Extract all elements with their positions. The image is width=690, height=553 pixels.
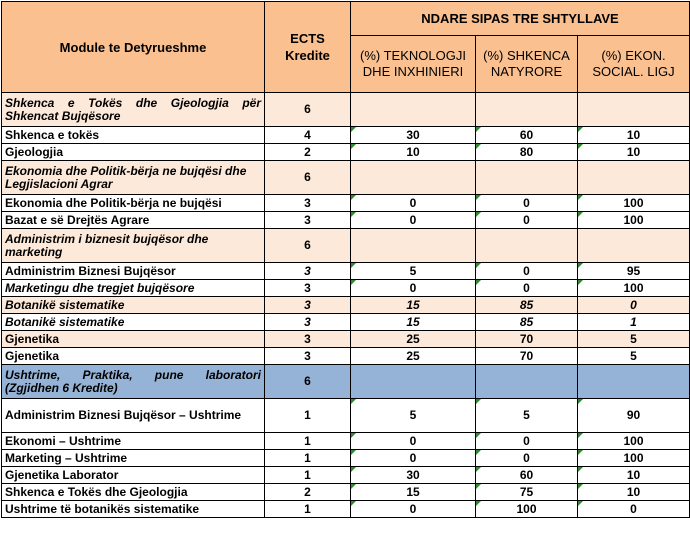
econ-column-header: (%) EKON. SOCIAL. LIGJ	[578, 36, 690, 93]
econ-cell: 100	[578, 212, 690, 229]
module-cell: Ekonomi – Ushtrime	[2, 433, 265, 450]
econ-cell: 10	[578, 127, 690, 144]
natural-cell	[476, 229, 578, 263]
ects-column-header: ECTS Kredite	[265, 2, 351, 93]
tech-cell: 5	[351, 399, 476, 433]
econ-cell: 0	[578, 297, 690, 314]
natural-cell	[476, 93, 578, 127]
econ-cell	[578, 93, 690, 127]
ects-cell: 3	[265, 331, 351, 348]
table-row	[2, 399, 690, 433]
module-cell: Gjenetika Laborator	[2, 467, 265, 484]
table-row	[2, 331, 690, 348]
natural-cell: 60	[476, 127, 578, 144]
natural-cell: 0	[476, 263, 578, 280]
econ-cell: 100	[578, 195, 690, 212]
natural-cell: 0	[476, 212, 578, 229]
module-cell: Botanikë sistematike	[2, 297, 265, 314]
ects-cell: 6	[265, 161, 351, 195]
ects-cell: 3	[265, 314, 351, 331]
table-row	[2, 212, 690, 229]
econ-cell: 1	[578, 314, 690, 331]
tech-cell: 0	[351, 433, 476, 450]
module-cell: Ushtrime të botanikës sistematike	[2, 501, 265, 518]
module-cell: Gjenetika	[2, 331, 265, 348]
natural-cell: 0	[476, 433, 578, 450]
module-cell: Administrim i biznesit bujqësor dhe marketing	[2, 229, 265, 263]
ects-cell: 1	[265, 399, 351, 433]
econ-cell: 10	[578, 484, 690, 501]
tech-column-header: (%) TEKNOLOGJI DHE INXHINIERI	[351, 36, 476, 93]
module-cell: Shkenca e tokës	[2, 127, 265, 144]
econ-cell: 0	[578, 501, 690, 518]
natural-cell: 0	[476, 195, 578, 212]
module-cell: Bazat e së Drejtës Agrare	[2, 212, 265, 229]
econ-cell: 100	[578, 450, 690, 467]
tech-cell: 25	[351, 348, 476, 365]
module-cell: Marketing – Ushtrime	[2, 450, 265, 467]
table-row	[2, 467, 690, 484]
module-cell: Gjenetika	[2, 348, 265, 365]
tech-cell	[351, 161, 476, 195]
natural-cell: 60	[476, 467, 578, 484]
tech-cell: 30	[351, 127, 476, 144]
econ-cell: 90	[578, 399, 690, 433]
tech-cell: 30	[351, 467, 476, 484]
econ-cell: 10	[578, 467, 690, 484]
econ-cell: 5	[578, 348, 690, 365]
curriculum-table	[1, 1, 690, 518]
table-row	[2, 501, 690, 518]
module-cell: Ekonomia dhe Politik-bërja ne bujqësi	[2, 195, 265, 212]
econ-cell: 100	[578, 280, 690, 297]
natural-cell: 5	[476, 399, 578, 433]
ects-cell: 4	[265, 127, 351, 144]
ects-cell: 1	[265, 467, 351, 484]
tech-cell: 15	[351, 314, 476, 331]
tech-cell: 0	[351, 212, 476, 229]
module-cell: Gjeologjia	[2, 144, 265, 161]
module-column-header: Module te Detyrueshme	[2, 2, 265, 93]
table-row-group	[2, 365, 690, 399]
table-row-group	[2, 229, 690, 263]
natural-column-header: (%) SHKENCA NATYRORE	[476, 36, 578, 93]
table-row	[2, 144, 690, 161]
natural-cell: 85	[476, 314, 578, 331]
module-cell: Ekonomia dhe Politik-bërja ne bujqësi dhe Legjislacioni Agrar	[2, 161, 265, 195]
tech-cell	[351, 229, 476, 263]
table-row	[2, 348, 690, 365]
natural-cell	[476, 365, 578, 399]
table-row	[2, 280, 690, 297]
tech-cell: 0	[351, 450, 476, 467]
natural-cell: 80	[476, 144, 578, 161]
econ-cell: 5	[578, 331, 690, 348]
table-row	[2, 433, 690, 450]
table-row-group	[2, 93, 690, 127]
module-cell: Ushtrime, Praktika, pune laboratori (Zgjidhen 6 Kredite)	[2, 365, 265, 399]
ects-cell: 3	[265, 195, 351, 212]
tech-cell: 0	[351, 280, 476, 297]
module-cell: Marketingu dhe tregjet bujqësore	[2, 280, 265, 297]
econ-cell: 95	[578, 263, 690, 280]
natural-cell: 0	[476, 450, 578, 467]
tech-cell: 25	[351, 331, 476, 348]
ects-cell: 3	[265, 212, 351, 229]
table-row-group	[2, 161, 690, 195]
ects-cell: 1	[265, 433, 351, 450]
tech-cell: 15	[351, 484, 476, 501]
table-row	[2, 314, 690, 331]
table-row	[2, 263, 690, 280]
econ-cell	[578, 161, 690, 195]
tech-cell: 0	[351, 501, 476, 518]
ects-cell: 3	[265, 297, 351, 314]
tech-cell: 0	[351, 195, 476, 212]
ects-cell: 2	[265, 484, 351, 501]
tech-cell	[351, 93, 476, 127]
ects-cell: 3	[265, 263, 351, 280]
table-row	[2, 297, 690, 314]
group-title-header: NDARE SIPAS TRE SHTYLLAVE	[351, 2, 690, 36]
tech-cell: 10	[351, 144, 476, 161]
ects-cell: 6	[265, 229, 351, 263]
natural-cell: 100	[476, 501, 578, 518]
ects-cell: 3	[265, 280, 351, 297]
module-cell: Administrim Biznesi Bujqësor	[2, 263, 265, 280]
table-row	[2, 484, 690, 501]
econ-cell: 100	[578, 433, 690, 450]
natural-cell: 85	[476, 297, 578, 314]
module-cell: Shkenca e Tokës dhe Gjeologjia për Shkencat Bujqësore	[2, 93, 265, 127]
module-cell: Botanikë sistematike	[2, 314, 265, 331]
table-row	[2, 450, 690, 467]
module-cell: Shkenca e Tokës dhe Gjeologjia	[2, 484, 265, 501]
natural-cell: 70	[476, 348, 578, 365]
tech-cell: 5	[351, 263, 476, 280]
econ-cell	[578, 229, 690, 263]
module-cell: Administrim Biznesi Bujqësor – Ushtrime	[2, 399, 265, 433]
econ-cell	[578, 365, 690, 399]
econ-cell: 10	[578, 144, 690, 161]
ects-cell: 3	[265, 348, 351, 365]
natural-cell	[476, 161, 578, 195]
table-row	[2, 195, 690, 212]
ects-cell: 6	[265, 365, 351, 399]
ects-cell: 6	[265, 93, 351, 127]
tech-cell: 15	[351, 297, 476, 314]
natural-cell: 0	[476, 280, 578, 297]
ects-cell: 1	[265, 450, 351, 467]
table-row	[2, 127, 690, 144]
tech-cell	[351, 365, 476, 399]
natural-cell: 70	[476, 331, 578, 348]
natural-cell: 75	[476, 484, 578, 501]
ects-cell: 2	[265, 144, 351, 161]
ects-cell: 1	[265, 501, 351, 518]
